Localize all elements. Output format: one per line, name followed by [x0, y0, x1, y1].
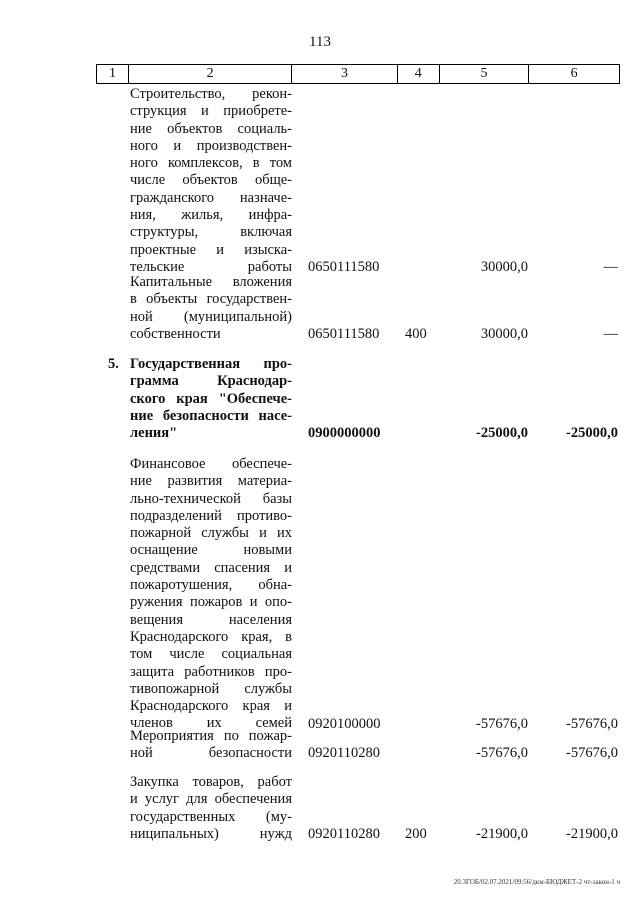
row-name-line: государственных (му- [130, 808, 292, 825]
row-value-5: -25000,0 [476, 425, 528, 442]
column-header-1: 1 [97, 65, 129, 83]
row-name-line: вещения населения [130, 611, 292, 628]
row-value-6: -57676,0 [566, 745, 618, 762]
row-name-line: грамма Краснодар- [130, 373, 292, 390]
row-name-line: в объекты государствен- [130, 291, 292, 308]
row-name [130, 274, 292, 343]
row-name-line: льно-технической базы [130, 490, 292, 507]
row-name-line: тельские работы [130, 258, 292, 275]
column-header-4: 4 [398, 65, 440, 83]
row-name [130, 456, 292, 733]
row-name [130, 728, 292, 763]
row-name-line: ного и производствен- [130, 137, 292, 154]
row-name-line: ной безопасности [130, 745, 292, 762]
row-name-line: проектные и изыска- [130, 241, 292, 258]
row-name-line: ния, жилья, инфра- [130, 207, 292, 224]
row-code: 0920100000 [308, 715, 381, 732]
row-name-line: ние объектов социаль- [130, 120, 292, 137]
column-header-6: 6 [570, 66, 578, 81]
row-value-6: -25000,0 [566, 425, 618, 442]
row-name-line: ружения пожаров и опо- [130, 594, 292, 611]
row-name-line: ниципальных) нужд [130, 825, 292, 842]
row-name-line: оснащение новыми [130, 542, 292, 559]
row-name-line: ние безопасности насе- [130, 407, 292, 424]
row-name [130, 356, 292, 442]
row-name-line: ние развития материа- [130, 473, 292, 490]
row-value-5: 30000,0 [480, 325, 528, 342]
document-footer: 20.3ГОБ/02.07.2021/09:56/дкм-БЮДЖЕТ-2 чт-закон-1 ч [453, 878, 620, 886]
row-name-line: том числе социальная [130, 646, 292, 663]
page-number: 113 [309, 34, 331, 50]
row-expense-kind: 200 [405, 825, 427, 842]
column-header-3: 3 [292, 65, 398, 83]
row-name-line: и услуг для обеспечения [130, 791, 292, 808]
row-name-line: гражданского назначе- [130, 189, 292, 206]
row-name-line: пожарной службы и их [130, 525, 292, 542]
row-name-line: собственности [130, 325, 221, 342]
row-name-line: ления" [130, 425, 178, 442]
row-name-line: Государственная про- [130, 356, 292, 372]
row-name-line: структуры, включая [130, 224, 292, 241]
row-name-line: Закупка товаров, работ [130, 774, 292, 790]
row-code: 0650111580 [308, 325, 380, 342]
row-name-line: струкция и приобрете- [130, 103, 292, 120]
row-expense-kind: 400 [405, 325, 427, 342]
row-name-line: Краснодарского края и [130, 698, 292, 715]
row-name-line: тивопожарной службы [130, 680, 292, 697]
row-name-line: средствами спасения и [130, 559, 292, 576]
row-name-line: подразделений противо- [130, 507, 292, 524]
row-code: 0900000000 [308, 425, 381, 442]
row-code: 0920110280 [308, 825, 380, 842]
row-name-line: Строительство, рекон- [130, 86, 292, 102]
row-name-line: Мероприятия по пожар- [130, 728, 292, 744]
row-name-line: ной (муниципальной) [130, 308, 292, 325]
row-value-6: — [603, 325, 618, 342]
column-header-5: 5 [440, 65, 530, 83]
row-value-6: -57676,0 [566, 715, 618, 732]
row-name-line: Краснодарского края, в [130, 628, 292, 645]
row-value-6: — [603, 259, 618, 275]
row-code: 0920110280 [308, 745, 380, 762]
row-name [130, 86, 292, 276]
row-value-5: -57676,0 [476, 745, 528, 762]
row-value-5: -21900,0 [476, 825, 528, 842]
row-name-line: членов их семей [130, 715, 292, 732]
row-value-6: -21900,0 [566, 825, 618, 842]
row-name-line: ского края "Обеспече- [130, 390, 292, 407]
row-value-5: -57676,0 [476, 715, 528, 732]
row-name-line: пожаротушения, обна- [130, 577, 292, 594]
row-name-line: Капитальные вложения [130, 274, 292, 290]
row-name-line: защита работников про- [130, 663, 292, 680]
column-header-2: 2 [129, 65, 292, 83]
row-name-line: числе объектов обще- [130, 172, 292, 189]
row-name [130, 774, 292, 843]
row-value-5: 30000,0 [480, 259, 528, 275]
table-header [96, 64, 620, 84]
row-number: 5. [108, 356, 119, 372]
row-code: 0650111580 [308, 259, 380, 275]
row-name-line: Финансовое обеспече- [130, 456, 292, 472]
row-name-line: ного комплексов, в том [130, 155, 292, 172]
